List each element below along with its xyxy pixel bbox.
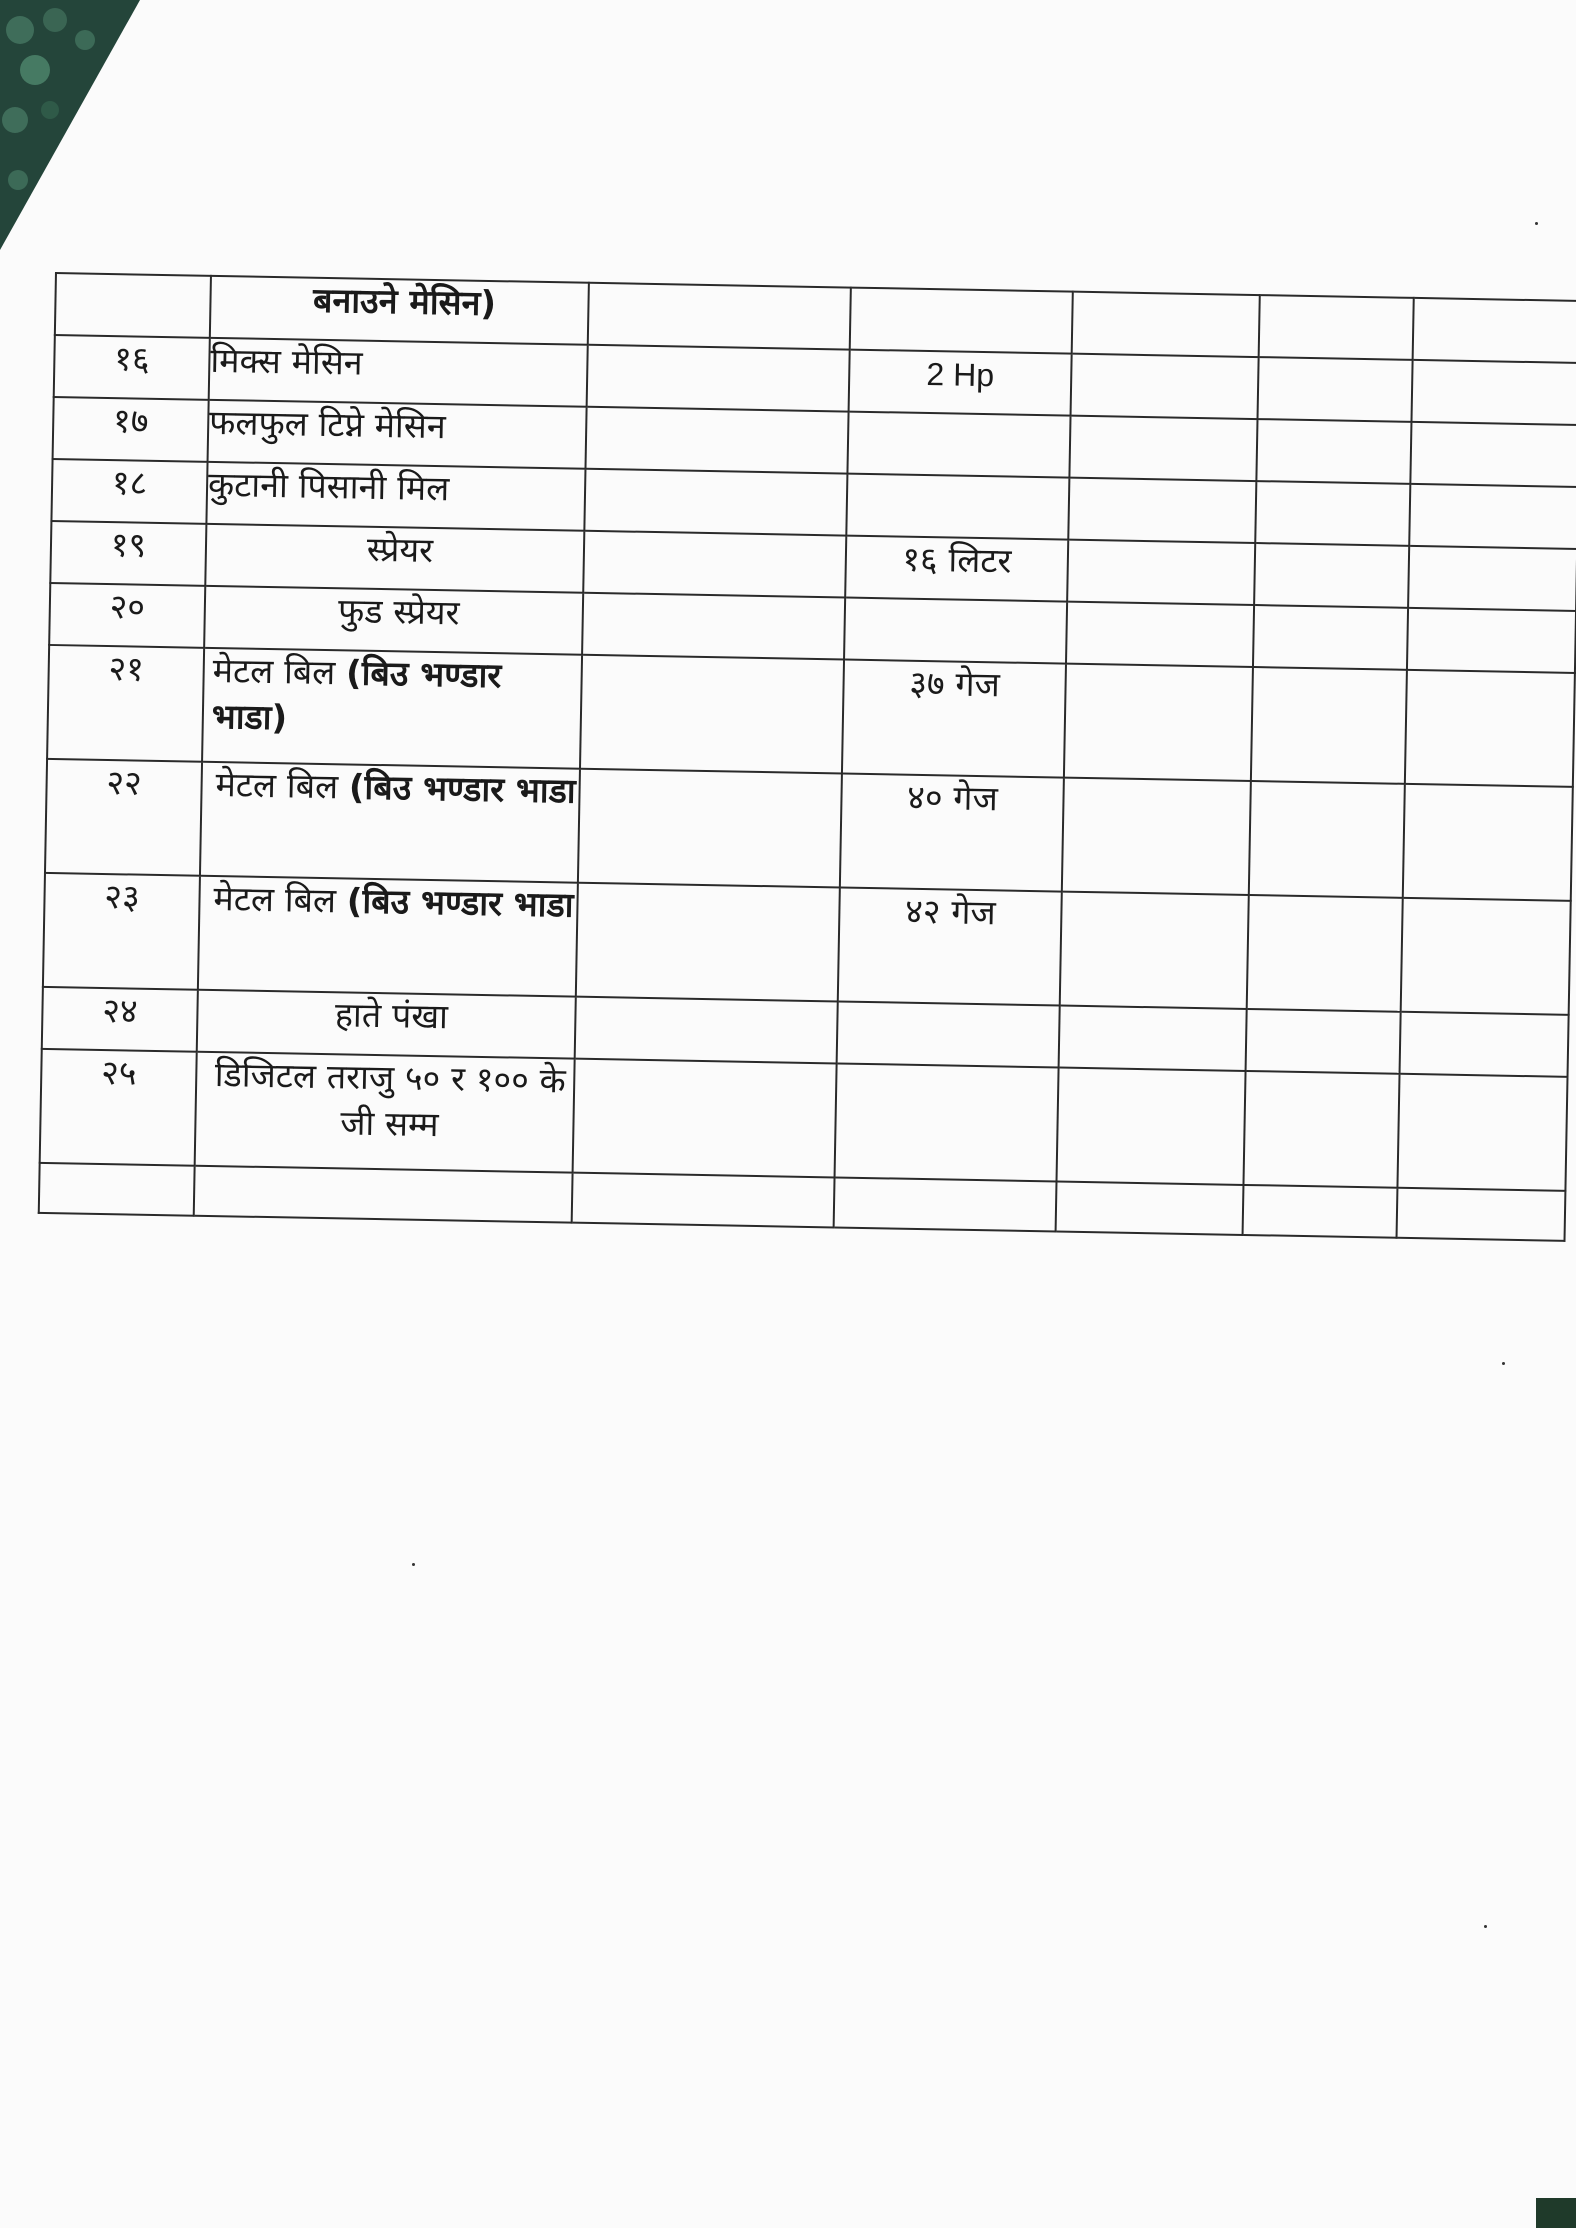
blank-cell <box>1243 1185 1398 1238</box>
speck <box>1535 222 1538 225</box>
blank-cell <box>1397 1074 1567 1191</box>
item-name-cell <box>197 990 576 1059</box>
item-name-text: हाते पंखा <box>334 995 449 1038</box>
item-name-text: फुड स्प्रेयर <box>337 591 460 634</box>
spec-cell: ३७ गेज <box>842 660 1066 778</box>
blank-cell <box>1067 540 1255 605</box>
blank-cell <box>1400 1012 1569 1077</box>
blank-cell <box>1409 484 1576 549</box>
blank-cell <box>1401 898 1571 1015</box>
serial-number-cell: १६ <box>54 335 210 400</box>
item-name-cell <box>202 648 582 769</box>
spec-cell <box>849 350 1072 416</box>
blank-cell <box>573 1059 837 1178</box>
serial-number-cell: १७ <box>53 397 209 462</box>
item-name-bold-text: (बिउ भण्डार भाडा <box>348 767 577 812</box>
item-name-text: मेटल बिल <box>212 650 347 694</box>
blank-cell <box>576 883 840 1002</box>
blank-cell <box>1259 295 1414 360</box>
blank-cell <box>1254 543 1409 608</box>
blank-cell <box>1397 1188 1566 1241</box>
blank-cell <box>583 531 846 598</box>
blank-cell <box>1411 360 1576 425</box>
serial-number-cell: १८ <box>51 459 207 524</box>
blank-cell <box>1413 298 1576 363</box>
blank-cell <box>1056 1182 1244 1235</box>
spec-cell <box>846 474 1069 540</box>
serial-number-cell: २५ <box>40 1049 197 1166</box>
blank-cell <box>1060 892 1249 1009</box>
blank-cell <box>1247 895 1403 1012</box>
serial-number-cell <box>39 1163 195 1216</box>
serial-number-cell <box>55 273 211 338</box>
equipment-table <box>38 272 1576 1242</box>
item-name-cell <box>195 1052 575 1173</box>
blank-cell <box>588 283 851 350</box>
item-name-cell <box>198 876 578 997</box>
blank-cell <box>1253 605 1408 670</box>
blank-cell <box>1066 602 1254 667</box>
spec-cell: १६ लिटर <box>845 536 1068 602</box>
item-name-text: मेटल बिल <box>213 879 348 922</box>
item-name-text: स्प्रेयर <box>366 529 434 571</box>
item-name-cell <box>210 276 589 345</box>
blank-cell <box>1246 1009 1401 1074</box>
blank-cell <box>1255 481 1410 546</box>
item-name-bold-text: (बिउ भण्डार भाडा <box>346 881 574 926</box>
blank-cell <box>1251 667 1407 784</box>
item-name-cell <box>194 1166 573 1223</box>
spec-text: 2 Hp <box>926 355 995 394</box>
serial-number-cell: १९ <box>50 521 206 586</box>
blank-cell <box>572 1173 835 1228</box>
item-name-text: डिजिटल तराजु ५० र १०० के जी सम्म <box>214 1055 567 1146</box>
blank-cell <box>585 407 848 474</box>
spec-cell: ४० गेज <box>840 774 1064 892</box>
item-name-text: कुटानी पिसानी मिल <box>207 464 450 510</box>
item-name-cell <box>208 400 587 469</box>
blank-cell <box>1068 478 1256 543</box>
blank-cell <box>1062 778 1251 895</box>
item-name-cell <box>204 586 583 655</box>
blank-cell <box>1403 784 1573 901</box>
speck <box>412 1563 415 1566</box>
item-name-cell <box>206 462 585 531</box>
serial-number-cell: २२ <box>45 759 202 876</box>
blank-cell <box>584 469 847 536</box>
blank-cell <box>1410 422 1576 487</box>
blank-cell <box>1059 1006 1247 1071</box>
serial-number-cell: २३ <box>43 873 200 990</box>
blank-cell <box>582 593 845 660</box>
item-name-bold-text: (बिउ भण्डार भाडा) <box>211 653 502 739</box>
serial-number-cell: २४ <box>42 987 198 1052</box>
spec-cell <box>844 598 1067 664</box>
item-name-text: मेटल बिल <box>215 765 350 808</box>
blank-cell <box>580 655 844 774</box>
blank-cell <box>1069 416 1257 481</box>
serial-number-cell: २१ <box>47 645 204 762</box>
blank-cell <box>1243 1071 1399 1188</box>
item-name-bold-text: बनाउने मेसिन) <box>312 280 497 325</box>
blank-cell <box>1057 1068 1246 1185</box>
blank-cell <box>1408 546 1576 611</box>
item-name-cell <box>205 524 584 593</box>
item-name-cell <box>209 338 588 407</box>
blank-cell <box>1249 781 1405 898</box>
spec-cell: ४२ गेज <box>838 887 1062 1005</box>
blank-cell <box>575 997 838 1064</box>
spec-cell <box>837 1001 1060 1067</box>
blank-cell <box>1407 608 1576 673</box>
blank-cell <box>1072 292 1260 357</box>
spec-cell <box>834 1177 1057 1231</box>
speck <box>1484 1925 1487 1928</box>
blank-cell <box>1258 357 1413 422</box>
spec-cell <box>835 1063 1059 1181</box>
blank-cell <box>1405 670 1575 787</box>
item-name-text: मिक्स मेसिन <box>210 340 363 384</box>
spec-cell <box>847 412 1070 478</box>
serial-number-cell: २० <box>49 583 205 648</box>
blank-cell <box>1071 354 1259 419</box>
blank-cell <box>1256 419 1411 484</box>
corner-fabric-edge <box>0 0 150 260</box>
item-name-text: फलफुल टिप्ने मेसिन <box>208 402 447 448</box>
equipment-table-container <box>38 272 1557 1241</box>
corner-fabric-edge-bottom <box>1536 2198 1576 2228</box>
blank-cell <box>1064 664 1253 781</box>
blank-cell <box>587 345 850 412</box>
speck <box>1502 1362 1505 1365</box>
spec-cell <box>850 288 1073 354</box>
item-name-cell <box>200 762 580 883</box>
blank-cell <box>578 769 842 888</box>
